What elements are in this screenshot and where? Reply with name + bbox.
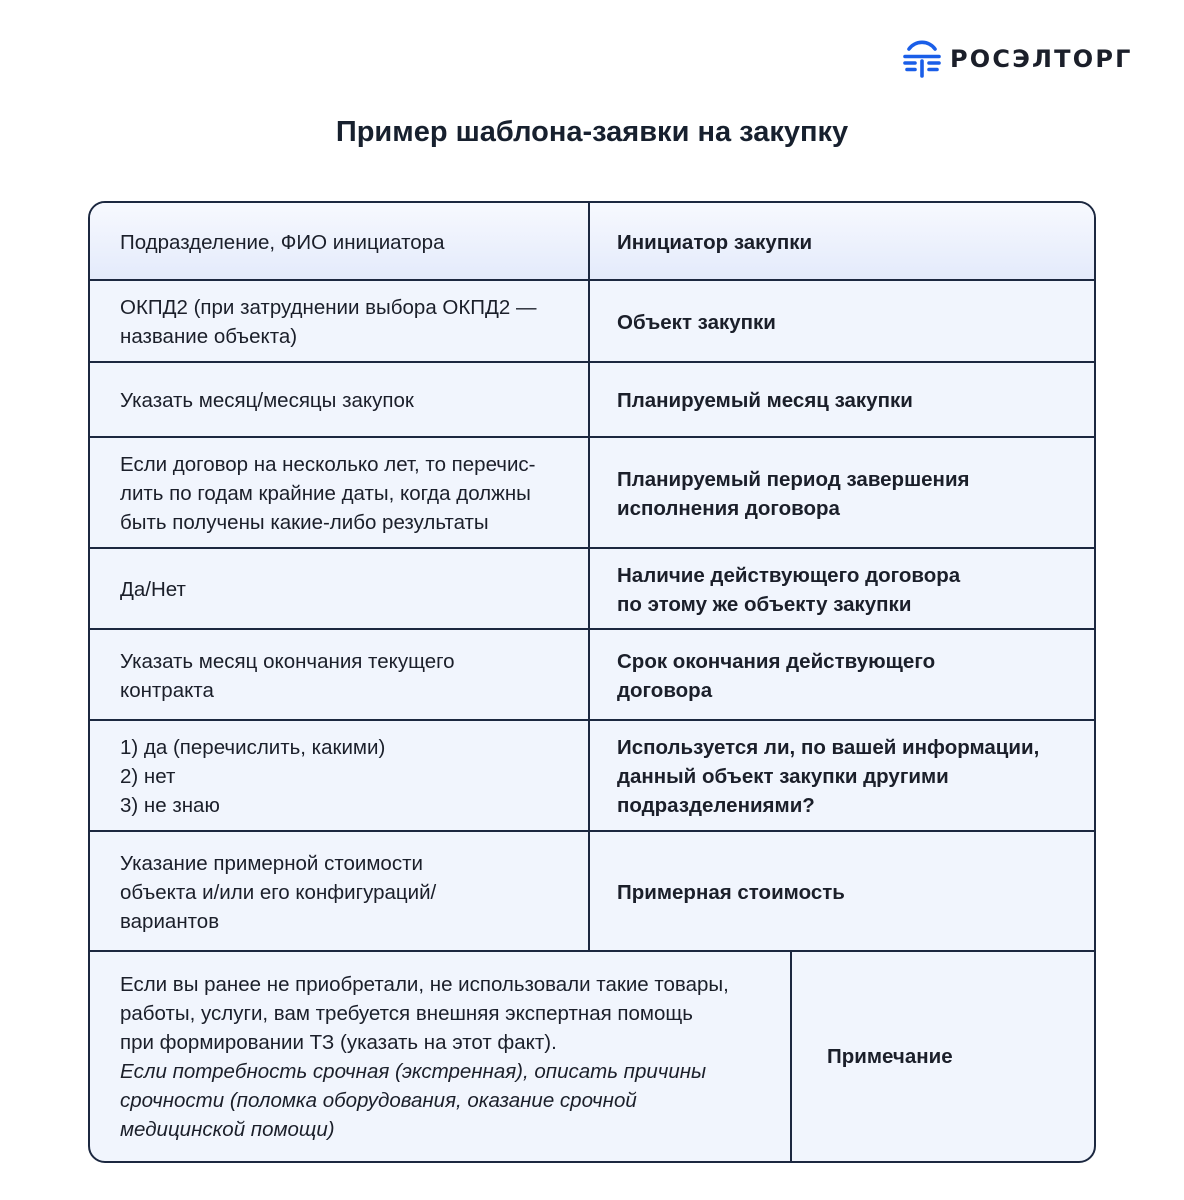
table-row [90,361,1094,438]
table-row [90,436,1094,549]
row-right-cell: Инициатор закупки [588,203,1094,281]
row-left-cell: Да/Нет [120,578,186,601]
brand-logo [903,40,1133,78]
row-left-cell: Подразделение, ФИО инициатора [120,230,445,254]
table-row [90,628,1094,721]
page-title: Пример шаблона-заявки на закупку [335,116,849,148]
brand-name: РОСЭЛТОРГ [950,45,1133,73]
table-row [90,279,1094,363]
row-right-cell: Объект закупки [588,281,1094,363]
row-left-cell: 1) да (перечислить, какими) 2) нет 3) не знаю [120,736,386,817]
table-row [90,203,1094,281]
row-left-cell: Указать месяц окончания текущего контракта [120,649,455,702]
roseltorg-logo-icon [903,40,941,78]
row-right-cell: Используется ли, по вашей информации, данный объект закупки другими подразделениями? [588,721,1094,832]
table-row [90,547,1094,630]
table-row [90,719,1094,832]
row-right-cell: Примерная стоимость [588,832,1094,952]
row-left-cell: Указать месяц/месяцы закупок [120,389,414,412]
note-regular-text: Если вы ранее не приобретали, не использовали такие товары, работы, услуги, вам требуется внешняя экспертная помощь при формировании ТЗ (указать на этот факт). [120,972,729,1054]
row-right-cell: Планируемый месяц закупки [588,363,1094,438]
note-italic-text: Если потребность срочная (экстренная), описать причины срочности (поломка оборудования, оказание срочной медицинской помощи) [120,1059,707,1141]
table-row [90,830,1094,952]
row-right-cell: Планируемый период завершения исполнения договора [588,438,1094,549]
request-template-table [88,201,1096,1163]
row-right-cell: Наличие действующего договора по этому же объекту закупки [588,549,1094,630]
table-row [90,950,1094,1161]
row-left-cell: Указание примерной стоимости объекта и/или его конфигураций/ вариантов [120,851,437,933]
row-left-cell [90,952,790,1161]
row-left-cell: Если договор на несколько лет, то перечис- лить по годам крайние даты, когда должны быть получены какие-либо результаты [120,453,536,534]
row-right-cell: Срок окончания действующего договора [588,630,1094,721]
row-left-cell: ОКПД2 (при затруднении выбора ОКПД2 — название объекта) [120,296,537,348]
row-right-cell: Примечание [790,952,1094,1161]
